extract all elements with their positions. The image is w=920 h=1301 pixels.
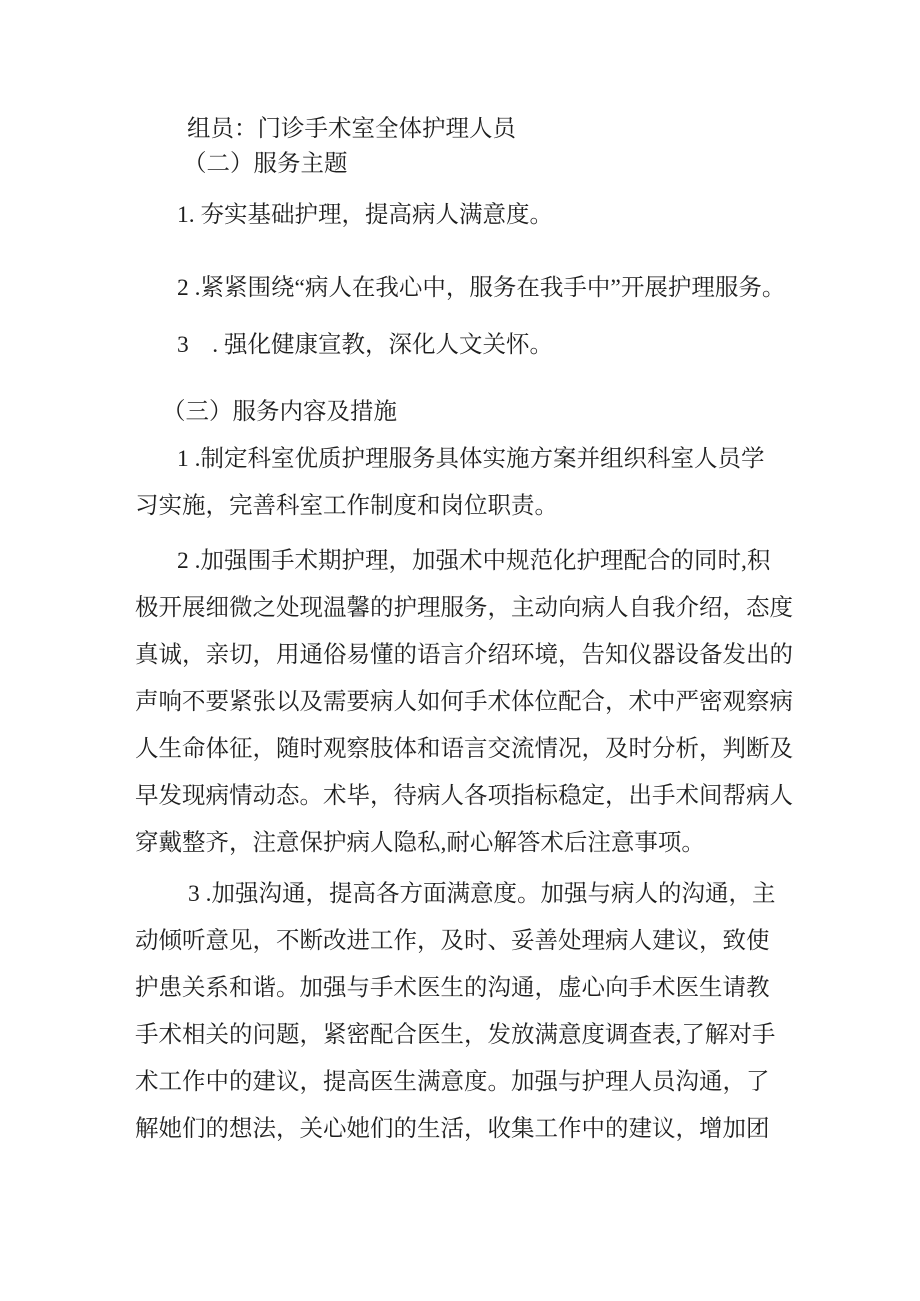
measure-paragraph-1 <box>135 436 805 530</box>
section-2-heading: （二）服务主题 <box>183 151 348 177</box>
paragraph-line: 2 .加强围手术期护理，加强术中规范化护理配合的同时,积 <box>177 548 771 574</box>
paragraph-line: 解她们的想法，关心她们的生活，收集工作中的建议，增加团 <box>135 1116 770 1142</box>
paragraph-line: 习实施，完善科室工作制度和岗位职责。 <box>135 493 558 519</box>
paragraph-line: 人生命体征，随时观察肢体和语言交流情况，及时分析，判断及 <box>135 736 793 762</box>
paragraph-line: 1 .制定科室优质护理服务具体实施方案并组织科室人员学 <box>177 446 765 472</box>
paragraph-line: 极开展细微之处现温馨的护理服务，主动向病人自我介绍，态度 <box>135 595 793 621</box>
paragraph-line: 3 .加强沟通，提高各方面满意度。加强与病人的沟通，主 <box>188 881 776 907</box>
paragraph-line: 动倾听意见，不断改进工作，及时、妥善处理病人建议，致使 <box>135 928 770 954</box>
document-text-block <box>135 112 805 1153</box>
paragraph-line: 护患关系和谐。加强与手术医生的沟通，虚心向手术医生请教 <box>135 975 770 1001</box>
paragraph-line: 声响不要紧张以及需要病人如何手术体位配合，术中严密观察病 <box>135 689 793 715</box>
team-members-line: 组员：门诊手术室全体护理人员 <box>187 116 516 142</box>
paragraph-line: 穿戴整齐，注意保护病人隐私,耐心解答术后注意事项。 <box>135 830 705 856</box>
paragraph-line: 术工作中的建议，提高医生满意度。加强与护理人员沟通，了 <box>135 1069 770 1095</box>
paragraph-line: 早发现病情动态。术毕，待病人各项指标稳定，出手术间帮病人 <box>135 783 793 809</box>
service-theme-item-1: 1. 夯实基础护理，提高病人满意度。 <box>177 202 553 228</box>
section-3-heading: （三）服务内容及措施 <box>162 399 397 425</box>
service-theme-item-2: 2 .紧紧围绕“病人在我心中，服务在我手中”开展护理服务。 <box>177 275 786 301</box>
measure-paragraph-3 <box>135 871 805 1153</box>
service-theme-item-3: 3 . 强化健康宣教，深化人文关怀。 <box>177 332 553 358</box>
measure-paragraph-2 <box>135 538 805 867</box>
paragraph-line: 手术相关的问题，紧密配合医生，发放满意度调查表,了解对手 <box>135 1022 776 1048</box>
paragraph-line: 真诚，亲切，用通俗易懂的语言介绍环境，告知仪器设备发出的 <box>135 642 793 668</box>
